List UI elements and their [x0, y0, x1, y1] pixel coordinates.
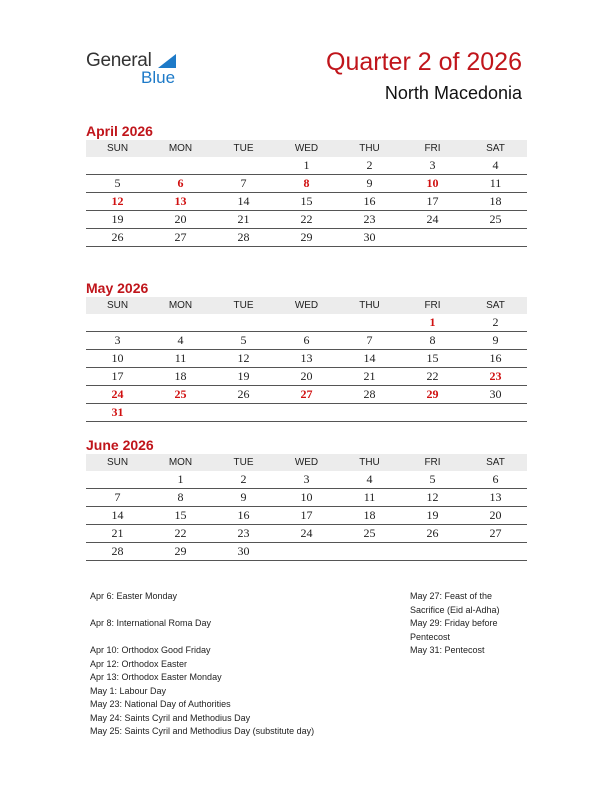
day-cell: [401, 543, 464, 560]
day-cell: 22: [426, 369, 439, 383]
day-cell: 25: [489, 212, 502, 226]
day-cell: 19: [237, 369, 250, 383]
day-cell: 1: [303, 158, 310, 172]
weekday-label: WED: [294, 300, 319, 311]
weekday-label: SUN: [106, 143, 129, 154]
logo: [86, 50, 196, 90]
day-cell: 1: [177, 472, 184, 486]
day-cell: 8: [429, 333, 436, 347]
day-cell: 18: [489, 194, 502, 208]
weekday-label: FRI: [424, 300, 441, 311]
day-cell: 19: [426, 508, 439, 522]
day-cell: 28: [363, 387, 376, 401]
week-row: [86, 471, 527, 489]
weekday-header-row: [86, 454, 527, 471]
weekday-label: TUE: [233, 457, 254, 468]
day-cell: 2: [492, 315, 499, 329]
holiday-note: May 25: Saints Cyril and Methodius Day (substitute day): [90, 726, 315, 736]
day-cell: 6: [492, 472, 499, 486]
day-cell: 15: [300, 194, 313, 208]
day-cell: 15: [174, 508, 187, 522]
day-cell: 12: [111, 194, 124, 208]
day-cell: 28: [111, 544, 124, 558]
day-cell: [275, 543, 338, 560]
day-cell: [86, 471, 149, 488]
day-cell: 11: [489, 176, 502, 190]
day-cell: 12: [426, 490, 439, 504]
day-cell: 20: [174, 212, 187, 226]
day-cell: [464, 543, 527, 560]
week-row: [86, 368, 527, 386]
day-cell: 30: [237, 544, 250, 558]
holiday-notes-right: [410, 590, 500, 658]
day-cell: 16: [237, 508, 250, 522]
day-cell: 7: [366, 333, 373, 347]
day-cell: 29: [174, 544, 187, 558]
weekday-label: TUE: [233, 300, 254, 311]
weekday-label: SUN: [106, 300, 129, 311]
day-cell: 23: [237, 526, 250, 540]
day-cell: [401, 404, 464, 421]
weekday-label: FRI: [424, 457, 441, 468]
weekday-label: SAT: [486, 457, 505, 468]
day-cell: 12: [237, 351, 250, 365]
day-cell: 6: [177, 176, 184, 190]
day-cell: 27: [174, 230, 187, 244]
day-cell: 6: [303, 333, 310, 347]
day-cell: 10: [426, 176, 439, 190]
month-title: June 2026: [86, 437, 154, 453]
day-cell: 25: [174, 387, 187, 401]
day-cell: [338, 404, 401, 421]
weekday-label: MON: [168, 300, 193, 311]
day-cell: 10: [300, 490, 313, 504]
day-cell: 5: [114, 176, 121, 190]
week-row: [86, 175, 527, 193]
day-cell: 26: [237, 387, 250, 401]
holiday-note: [90, 631, 314, 645]
day-cell: 1: [429, 315, 436, 329]
day-cell: 20: [489, 508, 502, 522]
day-cell: 17: [300, 508, 313, 522]
day-cell: 7: [114, 490, 121, 504]
day-cell: [338, 314, 401, 331]
day-cell: 9: [492, 333, 499, 347]
day-cell: 19: [111, 212, 124, 226]
day-cell: 23: [363, 212, 376, 226]
week-row: [86, 193, 527, 211]
day-cell: 26: [426, 526, 439, 540]
day-cell: 16: [363, 194, 376, 208]
day-cell: 29: [426, 387, 439, 401]
day-cell: [275, 314, 338, 331]
day-cell: 9: [240, 490, 247, 504]
holiday-note: [90, 604, 314, 618]
month-title: May 2026: [86, 280, 149, 296]
holiday-note: Apr 10: Orthodox Good Friday: [90, 645, 211, 655]
day-cell: 14: [237, 194, 250, 208]
weekday-label: MON: [168, 457, 193, 468]
week-row: [86, 229, 527, 247]
day-cell: [86, 157, 149, 174]
day-cell: 24: [300, 526, 313, 540]
day-cell: 11: [363, 490, 376, 504]
day-cell: 25: [363, 526, 376, 540]
day-cell: 20: [300, 369, 313, 383]
day-cell: [149, 314, 212, 331]
day-cell: 10: [111, 351, 124, 365]
day-cell: 13: [489, 490, 502, 504]
country-name: North Macedonia: [384, 83, 522, 103]
holiday-notes-left: [90, 590, 314, 739]
weekday-label: TUE: [233, 143, 254, 154]
day-cell: [86, 314, 149, 331]
holiday-note: Apr 12: Orthodox Easter: [90, 658, 188, 669]
day-cell: 17: [426, 194, 439, 208]
day-cell: 9: [366, 176, 373, 190]
day-cell: 2: [366, 158, 373, 172]
day-cell: 13: [174, 194, 187, 208]
day-cell: 21: [237, 212, 250, 226]
day-cell: [212, 314, 275, 331]
holiday-note: Apr 13: Orthodox Easter Monday: [90, 672, 222, 682]
page-title: Quarter 2 of 2026: [326, 48, 522, 76]
day-cell: 14: [111, 508, 124, 522]
week-row: [86, 489, 527, 507]
weekday-label: THU: [359, 300, 380, 311]
day-cell: 29: [300, 230, 313, 244]
day-cell: 15: [426, 351, 439, 365]
day-cell: 22: [174, 526, 187, 540]
day-cell: [401, 229, 464, 246]
week-row: [86, 525, 527, 543]
weekday-label: SUN: [106, 457, 129, 468]
day-cell: 8: [177, 490, 184, 504]
holiday-note: May 23: National Day of Authorities: [90, 699, 231, 709]
day-cell: 14: [363, 351, 376, 365]
day-cell: 7: [240, 176, 247, 190]
day-cell: [338, 543, 401, 560]
day-cell: 17: [111, 369, 124, 383]
week-row: [86, 386, 527, 404]
weekday-label: THU: [359, 143, 380, 154]
holiday-note: Pentecost: [410, 631, 451, 642]
weekday-label: SAT: [486, 143, 505, 154]
weekday-label: SAT: [486, 300, 505, 311]
day-cell: 27: [300, 387, 313, 401]
day-cell: [212, 157, 275, 174]
day-cell: 4: [492, 158, 499, 172]
day-cell: [212, 404, 275, 421]
day-cell: 11: [174, 351, 187, 365]
week-row: [86, 157, 527, 175]
holiday-note: May 31: Pentecost: [410, 645, 485, 655]
week-row: [86, 332, 527, 350]
weekday-label: WED: [294, 143, 319, 154]
week-row: [86, 211, 527, 229]
day-cell: 4: [177, 333, 184, 347]
day-cell: 2: [240, 472, 247, 486]
logo-triangle-icon: [158, 54, 176, 68]
holiday-note: Sacrifice (Eid al-Adha): [410, 604, 500, 615]
logo-word-blue: Blue: [141, 68, 176, 87]
holiday-note: Apr 6: Easter Monday: [90, 591, 178, 601]
day-cell: 21: [363, 369, 376, 383]
week-row: [86, 314, 527, 332]
day-cell: 30: [489, 387, 502, 401]
weekday-label: MON: [168, 143, 193, 154]
holiday-note: May 29: Friday before: [410, 618, 498, 628]
day-cell: [149, 404, 212, 421]
logo-word-general: General: [86, 50, 152, 71]
day-cell: [275, 404, 338, 421]
day-cell: 16: [489, 351, 502, 365]
weekday-header-row: [86, 140, 527, 157]
day-cell: [464, 229, 527, 246]
day-cell: 21: [111, 526, 124, 540]
weekday-label: THU: [359, 457, 380, 468]
day-cell: 24: [426, 212, 439, 226]
day-cell: 8: [303, 176, 310, 190]
day-cell: 5: [240, 333, 247, 347]
weekday-header-row: [86, 297, 527, 314]
month-title: April 2026: [86, 123, 153, 139]
day-cell: 3: [429, 158, 436, 172]
day-cell: 30: [363, 230, 376, 244]
day-cell: 3: [114, 333, 121, 347]
holiday-note: Apr 8: International Roma Day: [90, 618, 212, 628]
day-cell: 26: [111, 230, 124, 244]
day-cell: 4: [366, 472, 373, 486]
month-calendar: [86, 122, 527, 247]
day-cell: 23: [489, 369, 502, 383]
day-cell: 5: [429, 472, 436, 486]
day-cell: 28: [237, 230, 250, 244]
day-cell: 18: [174, 369, 187, 383]
day-cell: 31: [111, 405, 124, 419]
day-cell: [464, 404, 527, 421]
day-cell: 3: [303, 472, 310, 486]
day-cell: 13: [300, 351, 313, 365]
weekday-label: WED: [294, 457, 319, 468]
day-cell: 22: [300, 212, 313, 226]
week-row: [86, 350, 527, 368]
day-cell: 27: [489, 526, 502, 540]
weekday-label: FRI: [424, 143, 441, 154]
day-cell: 18: [363, 508, 376, 522]
day-cell: 24: [111, 387, 124, 401]
month-calendar: [86, 279, 527, 422]
week-row: [86, 543, 527, 561]
month-calendar: [86, 436, 527, 561]
holiday-note: May 27: Feast of the: [410, 591, 493, 601]
holiday-note: May 24: Saints Cyril and Methodius Day: [90, 712, 251, 723]
week-row: [86, 507, 527, 525]
day-cell: [149, 157, 212, 174]
week-row: [86, 404, 527, 422]
holiday-note: May 1: Labour Day: [90, 685, 167, 696]
